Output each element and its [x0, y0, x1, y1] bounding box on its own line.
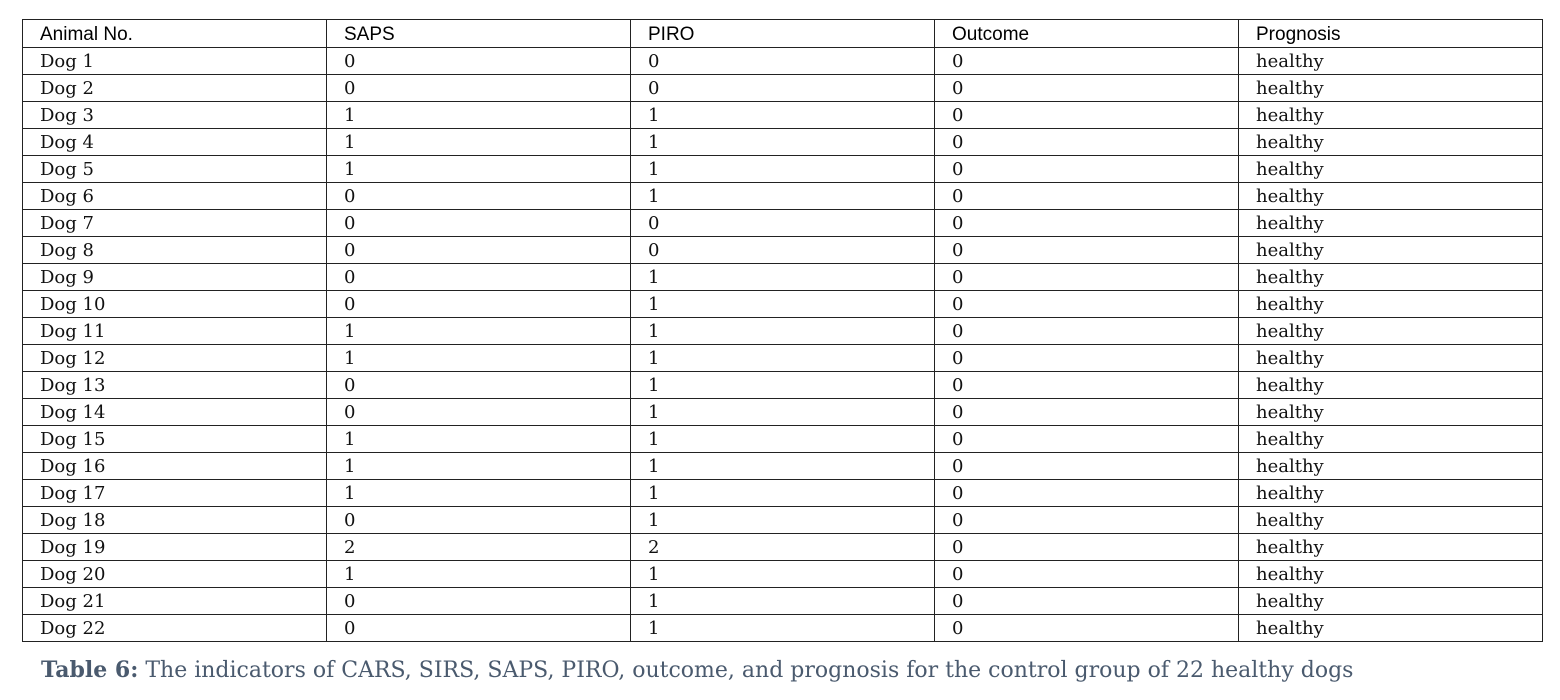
table-cell-prognosis: healthy: [1239, 183, 1543, 210]
table-row: [23, 588, 1543, 615]
table-row: [23, 264, 1543, 291]
table-cell-outcome: 0: [935, 561, 1239, 588]
table-cell-prognosis: healthy: [1239, 102, 1543, 129]
table-cell-prognosis: healthy: [1239, 534, 1543, 561]
table-cell-piro: 1: [631, 129, 935, 156]
table-cell-piro: 0: [631, 75, 935, 102]
table-cell-saps: 0: [327, 264, 631, 291]
table-cell-prognosis: healthy: [1239, 129, 1543, 156]
table-cell-prognosis: healthy: [1239, 561, 1543, 588]
table-cell-saps: 0: [327, 291, 631, 318]
table-cell-piro: 1: [631, 561, 935, 588]
table-cell-saps: 1: [327, 426, 631, 453]
data-table: [22, 19, 1543, 642]
table-row: [23, 507, 1543, 534]
table-cell-animal-no: Dog 11: [23, 318, 327, 345]
table-container: [22, 19, 1542, 642]
table-cell-outcome: 0: [935, 615, 1239, 642]
table-cell-outcome: 0: [935, 426, 1239, 453]
table-cell-prognosis: healthy: [1239, 75, 1543, 102]
table-cell-piro: 1: [631, 318, 935, 345]
table-cell-prognosis: healthy: [1239, 480, 1543, 507]
table-cell-piro: 1: [631, 588, 935, 615]
table-cell-saps: 0: [327, 183, 631, 210]
table-cell-outcome: 0: [935, 75, 1239, 102]
table-cell-animal-no: Dog 8: [23, 237, 327, 264]
table-cell-prognosis: healthy: [1239, 399, 1543, 426]
table-row: [23, 102, 1543, 129]
table-cell-piro: 0: [631, 48, 935, 75]
table-cell-outcome: 0: [935, 102, 1239, 129]
table-cell-piro: 1: [631, 156, 935, 183]
table-cell-piro: 1: [631, 399, 935, 426]
table-cell-prognosis: healthy: [1239, 48, 1543, 75]
table-cell-prognosis: healthy: [1239, 588, 1543, 615]
table-cell-saps: 1: [327, 480, 631, 507]
table-cell-animal-no: Dog 2: [23, 75, 327, 102]
table-cell-animal-no: Dog 10: [23, 291, 327, 318]
table-cell-outcome: 0: [935, 507, 1239, 534]
table-cell-piro: 1: [631, 183, 935, 210]
table-cell-outcome: 0: [935, 345, 1239, 372]
column-header-piro: PIRO: [631, 20, 935, 48]
table-cell-piro: 1: [631, 480, 935, 507]
table-cell-animal-no: Dog 21: [23, 588, 327, 615]
table-cell-animal-no: Dog 7: [23, 210, 327, 237]
table-cell-saps: 0: [327, 75, 631, 102]
table-cell-prognosis: healthy: [1239, 237, 1543, 264]
table-cell-animal-no: Dog 22: [23, 615, 327, 642]
table-cell-prognosis: healthy: [1239, 318, 1543, 345]
table-cell-piro: 0: [631, 237, 935, 264]
table-cell-prognosis: healthy: [1239, 156, 1543, 183]
table-cell-piro: 1: [631, 372, 935, 399]
table-cell-saps: 1: [327, 453, 631, 480]
table-cell-saps: 1: [327, 156, 631, 183]
table-cell-piro: 1: [631, 291, 935, 318]
table-cell-animal-no: Dog 6: [23, 183, 327, 210]
caption-label: Table 6:: [41, 657, 139, 683]
table-cell-prognosis: healthy: [1239, 210, 1543, 237]
column-header-prognosis: Prognosis: [1239, 20, 1543, 48]
table-row: [23, 156, 1543, 183]
table-cell-saps: 0: [327, 588, 631, 615]
table-cell-animal-no: Dog 12: [23, 345, 327, 372]
table-cell-animal-no: Dog 9: [23, 264, 327, 291]
table-row: [23, 183, 1543, 210]
table-cell-saps: 0: [327, 615, 631, 642]
table-cell-outcome: 0: [935, 48, 1239, 75]
table-cell-saps: 1: [327, 102, 631, 129]
table-cell-outcome: 0: [935, 264, 1239, 291]
table-row: [23, 426, 1543, 453]
table-cell-outcome: 0: [935, 480, 1239, 507]
table-cell-prognosis: healthy: [1239, 291, 1543, 318]
table-cell-animal-no: Dog 3: [23, 102, 327, 129]
table-cell-prognosis: healthy: [1239, 345, 1543, 372]
column-header-saps: SAPS: [327, 20, 631, 48]
table-row: [23, 48, 1543, 75]
table-cell-outcome: 0: [935, 588, 1239, 615]
table-cell-saps: 0: [327, 237, 631, 264]
table-cell-animal-no: Dog 17: [23, 480, 327, 507]
table-cell-animal-no: Dog 19: [23, 534, 327, 561]
table-cell-outcome: 0: [935, 453, 1239, 480]
table-cell-animal-no: Dog 18: [23, 507, 327, 534]
caption-text: The indicators of CARS, SIRS, SAPS, PIRO, outcome, and prognosis for the control group of 22 healthy dogs: [138, 658, 1354, 683]
column-header-outcome: Outcome: [935, 20, 1239, 48]
table-cell-saps: 0: [327, 507, 631, 534]
table-cell-prognosis: healthy: [1239, 453, 1543, 480]
table-cell-animal-no: Dog 14: [23, 399, 327, 426]
table-cell-saps: 0: [327, 399, 631, 426]
table-cell-piro: 1: [631, 615, 935, 642]
table-header: [23, 20, 1543, 48]
table-cell-outcome: 0: [935, 237, 1239, 264]
table-cell-piro: 1: [631, 453, 935, 480]
table-cell-prognosis: healthy: [1239, 372, 1543, 399]
table-cell-piro: 1: [631, 102, 935, 129]
table-cell-outcome: 0: [935, 156, 1239, 183]
table-row: [23, 291, 1543, 318]
table-cell-outcome: 0: [935, 183, 1239, 210]
table-cell-outcome: 0: [935, 534, 1239, 561]
table-cell-prognosis: healthy: [1239, 264, 1543, 291]
table-cell-piro: 1: [631, 426, 935, 453]
table-body: [23, 48, 1543, 642]
table-row: [23, 561, 1543, 588]
column-header-animal-no: Animal No.: [23, 20, 327, 48]
table-row: [23, 129, 1543, 156]
table-cell-saps: 1: [327, 345, 631, 372]
table-cell-animal-no: Dog 4: [23, 129, 327, 156]
header-row: [23, 20, 1543, 48]
table-row: [23, 399, 1543, 426]
table-cell-prognosis: healthy: [1239, 426, 1543, 453]
table-cell-saps: 0: [327, 210, 631, 237]
table-cell-saps: 1: [327, 129, 631, 156]
table-row: [23, 318, 1543, 345]
table-row: [23, 372, 1543, 399]
table-cell-animal-no: Dog 13: [23, 372, 327, 399]
table-cell-piro: 1: [631, 507, 935, 534]
table-row: [23, 75, 1543, 102]
table-cell-saps: 1: [327, 561, 631, 588]
table-cell-animal-no: Dog 20: [23, 561, 327, 588]
table-row: [23, 210, 1543, 237]
table-cell-saps: 2: [327, 534, 631, 561]
table-cell-animal-no: Dog 1: [23, 48, 327, 75]
table-cell-animal-no: Dog 15: [23, 426, 327, 453]
table-caption: [41, 655, 1353, 686]
table-cell-animal-no: Dog 5: [23, 156, 327, 183]
table-cell-outcome: 0: [935, 129, 1239, 156]
table-row: [23, 480, 1543, 507]
table-row: [23, 615, 1543, 642]
table-cell-prognosis: healthy: [1239, 507, 1543, 534]
table-cell-outcome: 0: [935, 372, 1239, 399]
table-cell-saps: 1: [327, 318, 631, 345]
table-row: [23, 237, 1543, 264]
table-cell-saps: 0: [327, 48, 631, 75]
table-cell-outcome: 0: [935, 318, 1239, 345]
table-cell-outcome: 0: [935, 210, 1239, 237]
table-cell-animal-no: Dog 16: [23, 453, 327, 480]
table-cell-outcome: 0: [935, 291, 1239, 318]
table-cell-piro: 2: [631, 534, 935, 561]
table-cell-outcome: 0: [935, 399, 1239, 426]
table-cell-saps: 0: [327, 372, 631, 399]
table-row: [23, 534, 1543, 561]
table-cell-piro: 1: [631, 345, 935, 372]
table-cell-prognosis: healthy: [1239, 615, 1543, 642]
table-row: [23, 453, 1543, 480]
table-cell-piro: 0: [631, 210, 935, 237]
table-row: [23, 345, 1543, 372]
table-cell-piro: 1: [631, 264, 935, 291]
